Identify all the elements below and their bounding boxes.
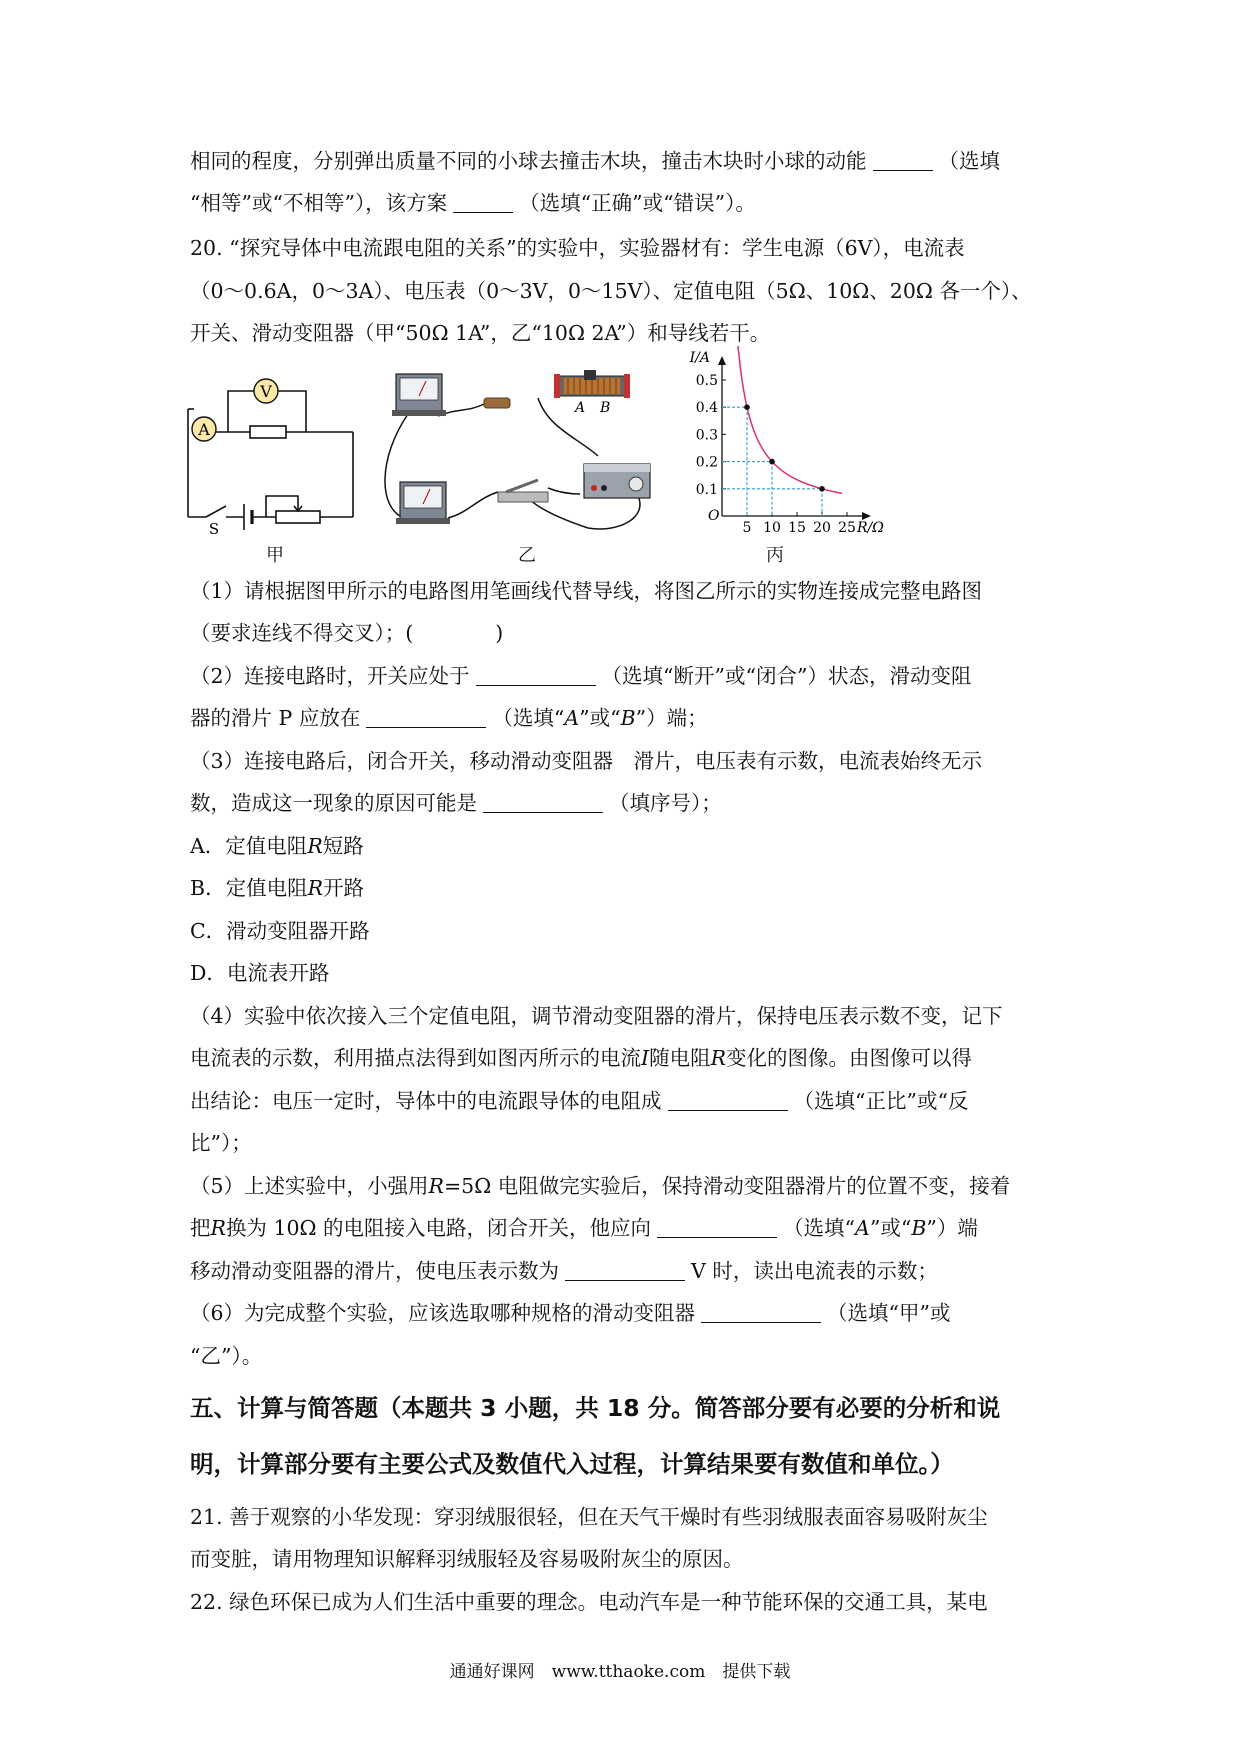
option-d: D．电流表开路 bbox=[190, 961, 330, 985]
part-6: （6）为完成整个实验，应该选取哪种规格的滑动变阻器 （选填“甲”或 bbox=[190, 1301, 951, 1325]
answer-blank[interactable] bbox=[668, 1088, 788, 1111]
text-line: 数，造成这一现象的原因可能是 （填序号）； bbox=[190, 791, 722, 815]
text-line: “乙”）。 bbox=[190, 1344, 263, 1368]
x-tick-label: 10 bbox=[763, 520, 781, 536]
resistor-device-icon bbox=[484, 398, 510, 408]
part-5: （5）上述实验中，小强用R=5Ω 电阻做完实验后，保持滑动变阻器滑片的位置不变，接着 bbox=[190, 1174, 1011, 1198]
question-21: 21. 善于观察的小华发现：穿羽绒服很轻，但在天气干燥时有些羽绒服表面容易吸附灰尘 bbox=[190, 1505, 988, 1529]
x-tick-label: 5 bbox=[742, 520, 752, 536]
circuit-diagram-jia bbox=[188, 372, 368, 538]
text-line: 器的滑片 P 应放在 （选填“A”或“B”）端； bbox=[190, 706, 708, 730]
x-tick-label: 25 bbox=[838, 520, 856, 536]
text-line: 出结论：电压一定时，导体中的电流跟导体的电阻成 （选填“正比”或“反 bbox=[190, 1089, 969, 1113]
text-line: 开关、滑动变阻器（甲“50Ω 1A”，乙“10Ω 2A”）和导线若干。 bbox=[190, 321, 771, 345]
y-tick-label: 0.2 bbox=[695, 454, 718, 471]
x-tick-label: 20 bbox=[813, 520, 831, 536]
y-axis-arrow-icon bbox=[718, 356, 726, 365]
apparatus-diagram-yi bbox=[388, 368, 658, 536]
answer-blank[interactable] bbox=[453, 190, 513, 213]
answer-blank[interactable] bbox=[873, 148, 933, 171]
ir-chart-bing bbox=[680, 350, 920, 538]
caption-yi: 乙 bbox=[518, 545, 536, 566]
y-tick-label: 0.4 bbox=[695, 400, 718, 417]
i-r-curve bbox=[738, 346, 842, 493]
text-line: （0～0.6A，0～3A）、电压表（0～3V，0～15V）、定值电阻（5Ω、10Ω、20Ω 各一个）、 bbox=[190, 279, 1032, 303]
option-b: B．定值电阻R开路 bbox=[190, 876, 365, 900]
part-2: （2）连接电路时，开关应处于 （选填“断开”或“闭合”）状态，滑动变阻 bbox=[190, 664, 972, 688]
answer-blank[interactable] bbox=[565, 1258, 685, 1281]
text-line: 相同的程度，分别弹出质量不同的小球去撞击木块，撞击木块时小球的动能 （选填 bbox=[190, 149, 1000, 173]
switch-label: S bbox=[208, 520, 220, 538]
data-point bbox=[769, 459, 775, 465]
text-line: 把R换为 10Ω 的电阻接入电路，闭合开关，他应向 （选填“A”或“B”）端 bbox=[190, 1216, 978, 1240]
x-axis-arrow-icon bbox=[862, 512, 871, 520]
ammeter-label: A bbox=[198, 420, 210, 439]
option-c: C．滑动变阻器开路 bbox=[190, 919, 370, 943]
text-line: 移动滑动变阻器的滑片，使电压表示数为 V 时，读出电流表的示数； bbox=[190, 1259, 938, 1283]
x-axis-label: R/Ω bbox=[857, 520, 884, 536]
answer-blank[interactable] bbox=[657, 1215, 777, 1238]
answer-blank[interactable] bbox=[366, 705, 486, 728]
section-5-heading: 明，计算部分要有主要公式及数值代入过程，计算结果要有数值和单位。） bbox=[190, 1450, 954, 1478]
text-line: 而变脏，请用物理知识解释羽绒服轻及容易吸附灰尘的原因。 bbox=[190, 1547, 744, 1571]
option-a: A．定值电阻R短路 bbox=[190, 834, 364, 858]
y-tick-label: 0.5 bbox=[695, 373, 718, 389]
answer-blank[interactable] bbox=[483, 790, 603, 813]
question-22: 22. 绿色环保已成为人们生活中重要的理念。电动汽车是一种节能环保的交通工具，某电 bbox=[190, 1590, 988, 1614]
voltmeter-label: V bbox=[260, 382, 272, 401]
knife-switch-icon bbox=[498, 480, 548, 502]
rheostat-terminal-a: A bbox=[575, 400, 586, 416]
y-tick-label: 0.3 bbox=[695, 427, 718, 444]
y-axis-label: I/A bbox=[689, 350, 710, 366]
origin-label: O bbox=[708, 508, 720, 524]
voltmeter-device-icon bbox=[392, 374, 446, 416]
part-1: （1）请根据图甲所示的电路图用笔画线代替导线，将图乙所示的实物连接成完整电路图 bbox=[190, 579, 983, 603]
text-line: 比”）； bbox=[190, 1131, 252, 1155]
answer-blank[interactable] bbox=[701, 1300, 821, 1323]
caption-bing: 丙 bbox=[766, 545, 784, 566]
y-tick-label: 0.1 bbox=[695, 481, 718, 498]
footer: 通通好课网 www.tthaoke.com 提供下载 bbox=[449, 1662, 791, 1682]
question-20: 20. “探究导体中电流跟电阻的关系”的实验中，实验器材有：学生电源（6V），电流表 bbox=[190, 236, 965, 260]
x-tick-label: 15 bbox=[788, 520, 806, 536]
data-point bbox=[744, 404, 750, 410]
part-3: （3）连接电路后，闭合开关，移动滑动变阻器 滑片，电压表有示数，电流表始终无示 bbox=[190, 749, 983, 773]
caption-jia: 甲 bbox=[266, 545, 284, 566]
part-4: （4）实验中依次接入三个定值电阻，调节滑动变阻器的滑片，保持电压表示数不变，记下 bbox=[190, 1004, 1003, 1028]
ammeter-device-icon bbox=[396, 482, 450, 524]
data-point bbox=[819, 486, 825, 492]
text-line: （要求连线不得交叉）；( ) bbox=[190, 621, 504, 645]
section-5-heading: 五、计算与简答题（本题共 3 小题，共 18 分。简答部分要有必要的分析和说 bbox=[190, 1394, 1001, 1422]
rheostat-terminal-b: B bbox=[600, 400, 611, 416]
text-line: 电流表的示数，利用描点法得到如图丙所示的电流I随电阻R变化的图像。由图像可以得 bbox=[190, 1046, 973, 1070]
answer-blank[interactable] bbox=[476, 663, 596, 686]
text-line: “相等”或“不相等”），该方案 （选填“正确”或“错误”）。 bbox=[190, 191, 756, 215]
rheostat-device-icon bbox=[554, 370, 630, 398]
power-supply-icon bbox=[584, 464, 650, 498]
